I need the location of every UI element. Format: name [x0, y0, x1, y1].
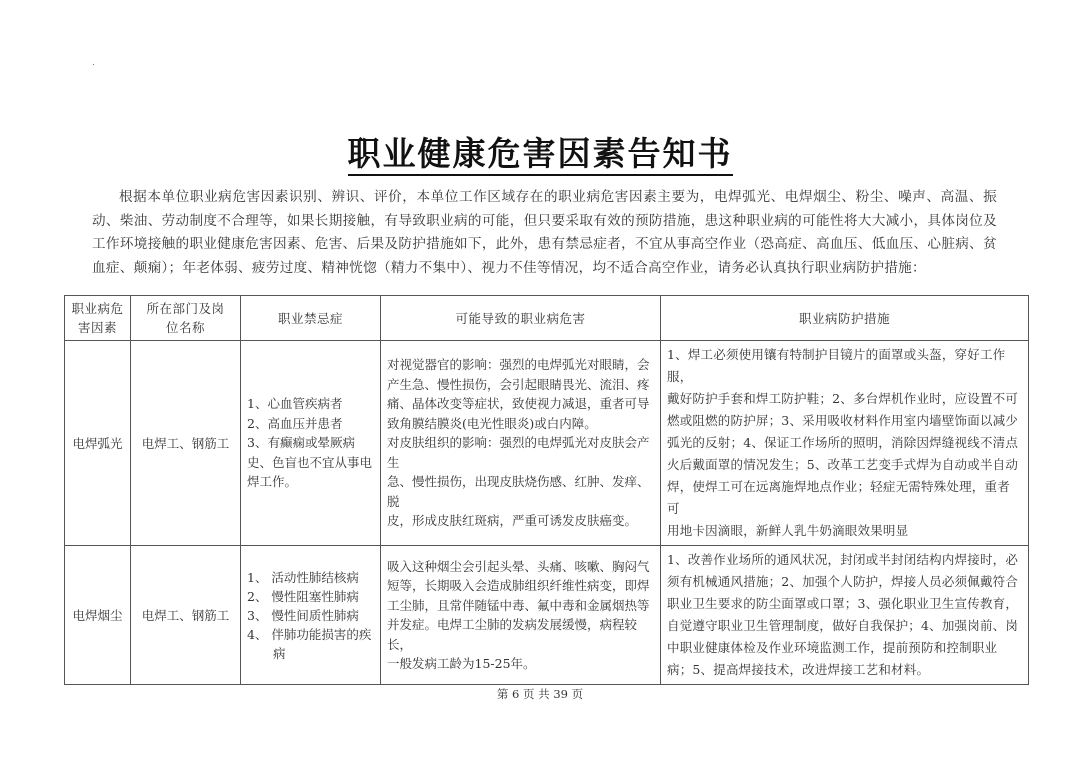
header-dept-line: 所在部门及岗: [146, 301, 225, 316]
measures-line: 中职业健康体检及作业环境监测工作，提前预防和控制职业: [667, 640, 998, 655]
header-dept: [131, 296, 241, 341]
header-hazard: 可能导致的职业病危害: [381, 296, 661, 341]
measures-line: 病；5、提高焊接技术，改进焊接工艺和材料。: [667, 662, 930, 677]
intro-paragraph: 根据本单位职业病危害因素识别、辨识、评价，本单位工作区域存在的职业病危害因素主要为，电焊弧光、电焊烟尘、粉尘、噪声、高温、振动、柴油、劳动制度不合理等，如果长期接触，有导致职业病的可能，但只要采取有效的预防措施，患这种职业病的可能性将大大减小，具体岗位及工作环境接触的职业健康危害因素、危害、后果及防护措施如下，此外，患有禁忌症者，不宜从事高空作业（恐高症、高血压、低血压、心脏病、贫血症、颠痫）；年老体弱、疲劳过度、精神恍惚（精力不集中）、视力不佳等情况，均不适合高空作业，请务必认真执行职业病防护措施：: [92, 189, 997, 276]
hazard-line: 吸入这种烟尘会引起头晕、头痛、咳嗽、胸闷气: [387, 558, 650, 574]
hazard-table: [64, 295, 1029, 685]
contra-line: 史、色盲也不宜从事电: [247, 454, 373, 470]
measures-line: 1、焊工必须使用镶有特制护目镜片的面罩或头盔，穿好工作服，: [667, 347, 1006, 384]
contra-line: 2、高血压并患者: [247, 415, 343, 431]
hazard-line: 并发症。电焊工尘肺的发病发展缓慢，病程较长，: [387, 617, 638, 652]
header-factor: [65, 296, 131, 341]
cell-contra: [241, 341, 381, 546]
header-factor-line: 害因素: [77, 320, 117, 335]
cell-measures: [661, 546, 1029, 685]
contra-line: 3、 慢性间质性肺病: [247, 607, 359, 623]
hazard-line: 急、慢性损伤，出现皮肤烧伤感、红肿、发痒、: [387, 474, 650, 490]
header-contra: 职业禁忌症: [241, 296, 381, 341]
header-measures: 职业病防护措施: [661, 296, 1029, 341]
hazard-line: 短等，长期吸入会造成肺组织纤维性病变，即焊: [387, 578, 650, 593]
cell-contra: [241, 546, 381, 685]
hazard-line: 一般发病工龄为15-25年。: [387, 656, 536, 671]
measures-line: 焊，使焊工可在远离施焊地点作业；轻症无需特殊处理，重者可: [667, 479, 1010, 516]
cell-factor: 电焊烟尘: [65, 546, 131, 685]
hazard-line: 痛、晶体改变等症状，致使视力减退，重者可导: [387, 396, 650, 412]
contra-line: 焊工作。: [247, 474, 298, 490]
cell-hazard: [381, 341, 661, 546]
measures-line: 1、改善作业场所的通风状况，封闭或半封闭结构内焊接时，必: [667, 552, 1019, 567]
hazard-line: 生: [387, 454, 400, 470]
cell-dept: 电焊工、钢筋工: [131, 546, 241, 685]
measures-line: 用地卡因滴眼，新鲜人乳牛奶滴眼效果明显: [667, 523, 909, 538]
contra-line: 4、 伴肺功能损害的疾: [247, 626, 372, 642]
document-title: [0, 128, 1080, 175]
table-row: [65, 546, 1029, 685]
contra-line: 1、 活动性肺结核病: [247, 569, 359, 585]
corner-mark: .: [92, 58, 95, 68]
measures-line: 职业卫生要求的防尘面罩或口罩；3、强化职业卫生宣传教育，: [667, 596, 1019, 611]
measures-line: 火后戴面罩的情况发生；5、改革工艺变手式焊为自动或半自动: [667, 457, 1019, 472]
cell-measures: [661, 341, 1029, 546]
cell-hazard: [381, 546, 661, 685]
contra-line: 病: [273, 645, 286, 661]
hazard-line: 对视觉器官的影响：强烈的电焊弧光对眼睛，会: [387, 357, 650, 373]
hazard-line: 皮，形成皮肤红斑病，严重可诱发皮肤癌变。: [387, 513, 638, 529]
hazard-line: 致角膜结膜炎(电光性眼炎)或白内障。: [387, 415, 597, 431]
measures-line: 自觉遵守职业卫生管理制度，做好自我保护；4、加强岗前、岗: [667, 618, 1019, 633]
measures-line: 燃或阻燃的防护屏；3、采用吸收材料作用室内墙壁饰面以减少: [667, 413, 1019, 428]
hazard-line: 对皮肤组织的影响：强烈的电焊弧光对皮肤会产: [387, 435, 650, 451]
measures-line: 须有机械通风措施；2、加强个人防护，焊接人员必须佩戴符合: [667, 574, 1019, 589]
cell-dept: 电焊工、钢筋工: [131, 341, 241, 546]
cell-factor: 电焊弧光: [65, 341, 131, 546]
contra-line: 1、心血管疾病者: [247, 396, 343, 412]
hazard-line: 脱: [387, 493, 400, 509]
header-factor-line: 职业病危: [71, 301, 124, 316]
page-number: 第 6 页 共 39 页: [496, 687, 584, 701]
measures-line: 弧光的反射；4、保证工作场所的照明，消除因焊缝视线不清点: [667, 435, 1019, 450]
document-title-text: 职业健康危害因素告知书: [348, 134, 733, 176]
hazard-line: 产生急、慢性损伤，会引起眼睛畏光、流泪、疼: [387, 376, 650, 392]
table-header-row: [65, 296, 1029, 341]
contra-line: 3、有癫痫或晕厥病: [247, 435, 355, 451]
header-dept-line: 位名称: [165, 320, 205, 335]
contra-line: 2、 慢性阻塞性肺病: [247, 588, 359, 604]
measures-line: 戴好防护手套和焊工防护鞋；2、多台焊机作业时，应设置不可: [667, 391, 1019, 406]
table-row: [65, 341, 1029, 546]
hazard-line: 工尘肺，且常伴随锰中毒、氟中毒和金属烟热等: [387, 597, 650, 613]
